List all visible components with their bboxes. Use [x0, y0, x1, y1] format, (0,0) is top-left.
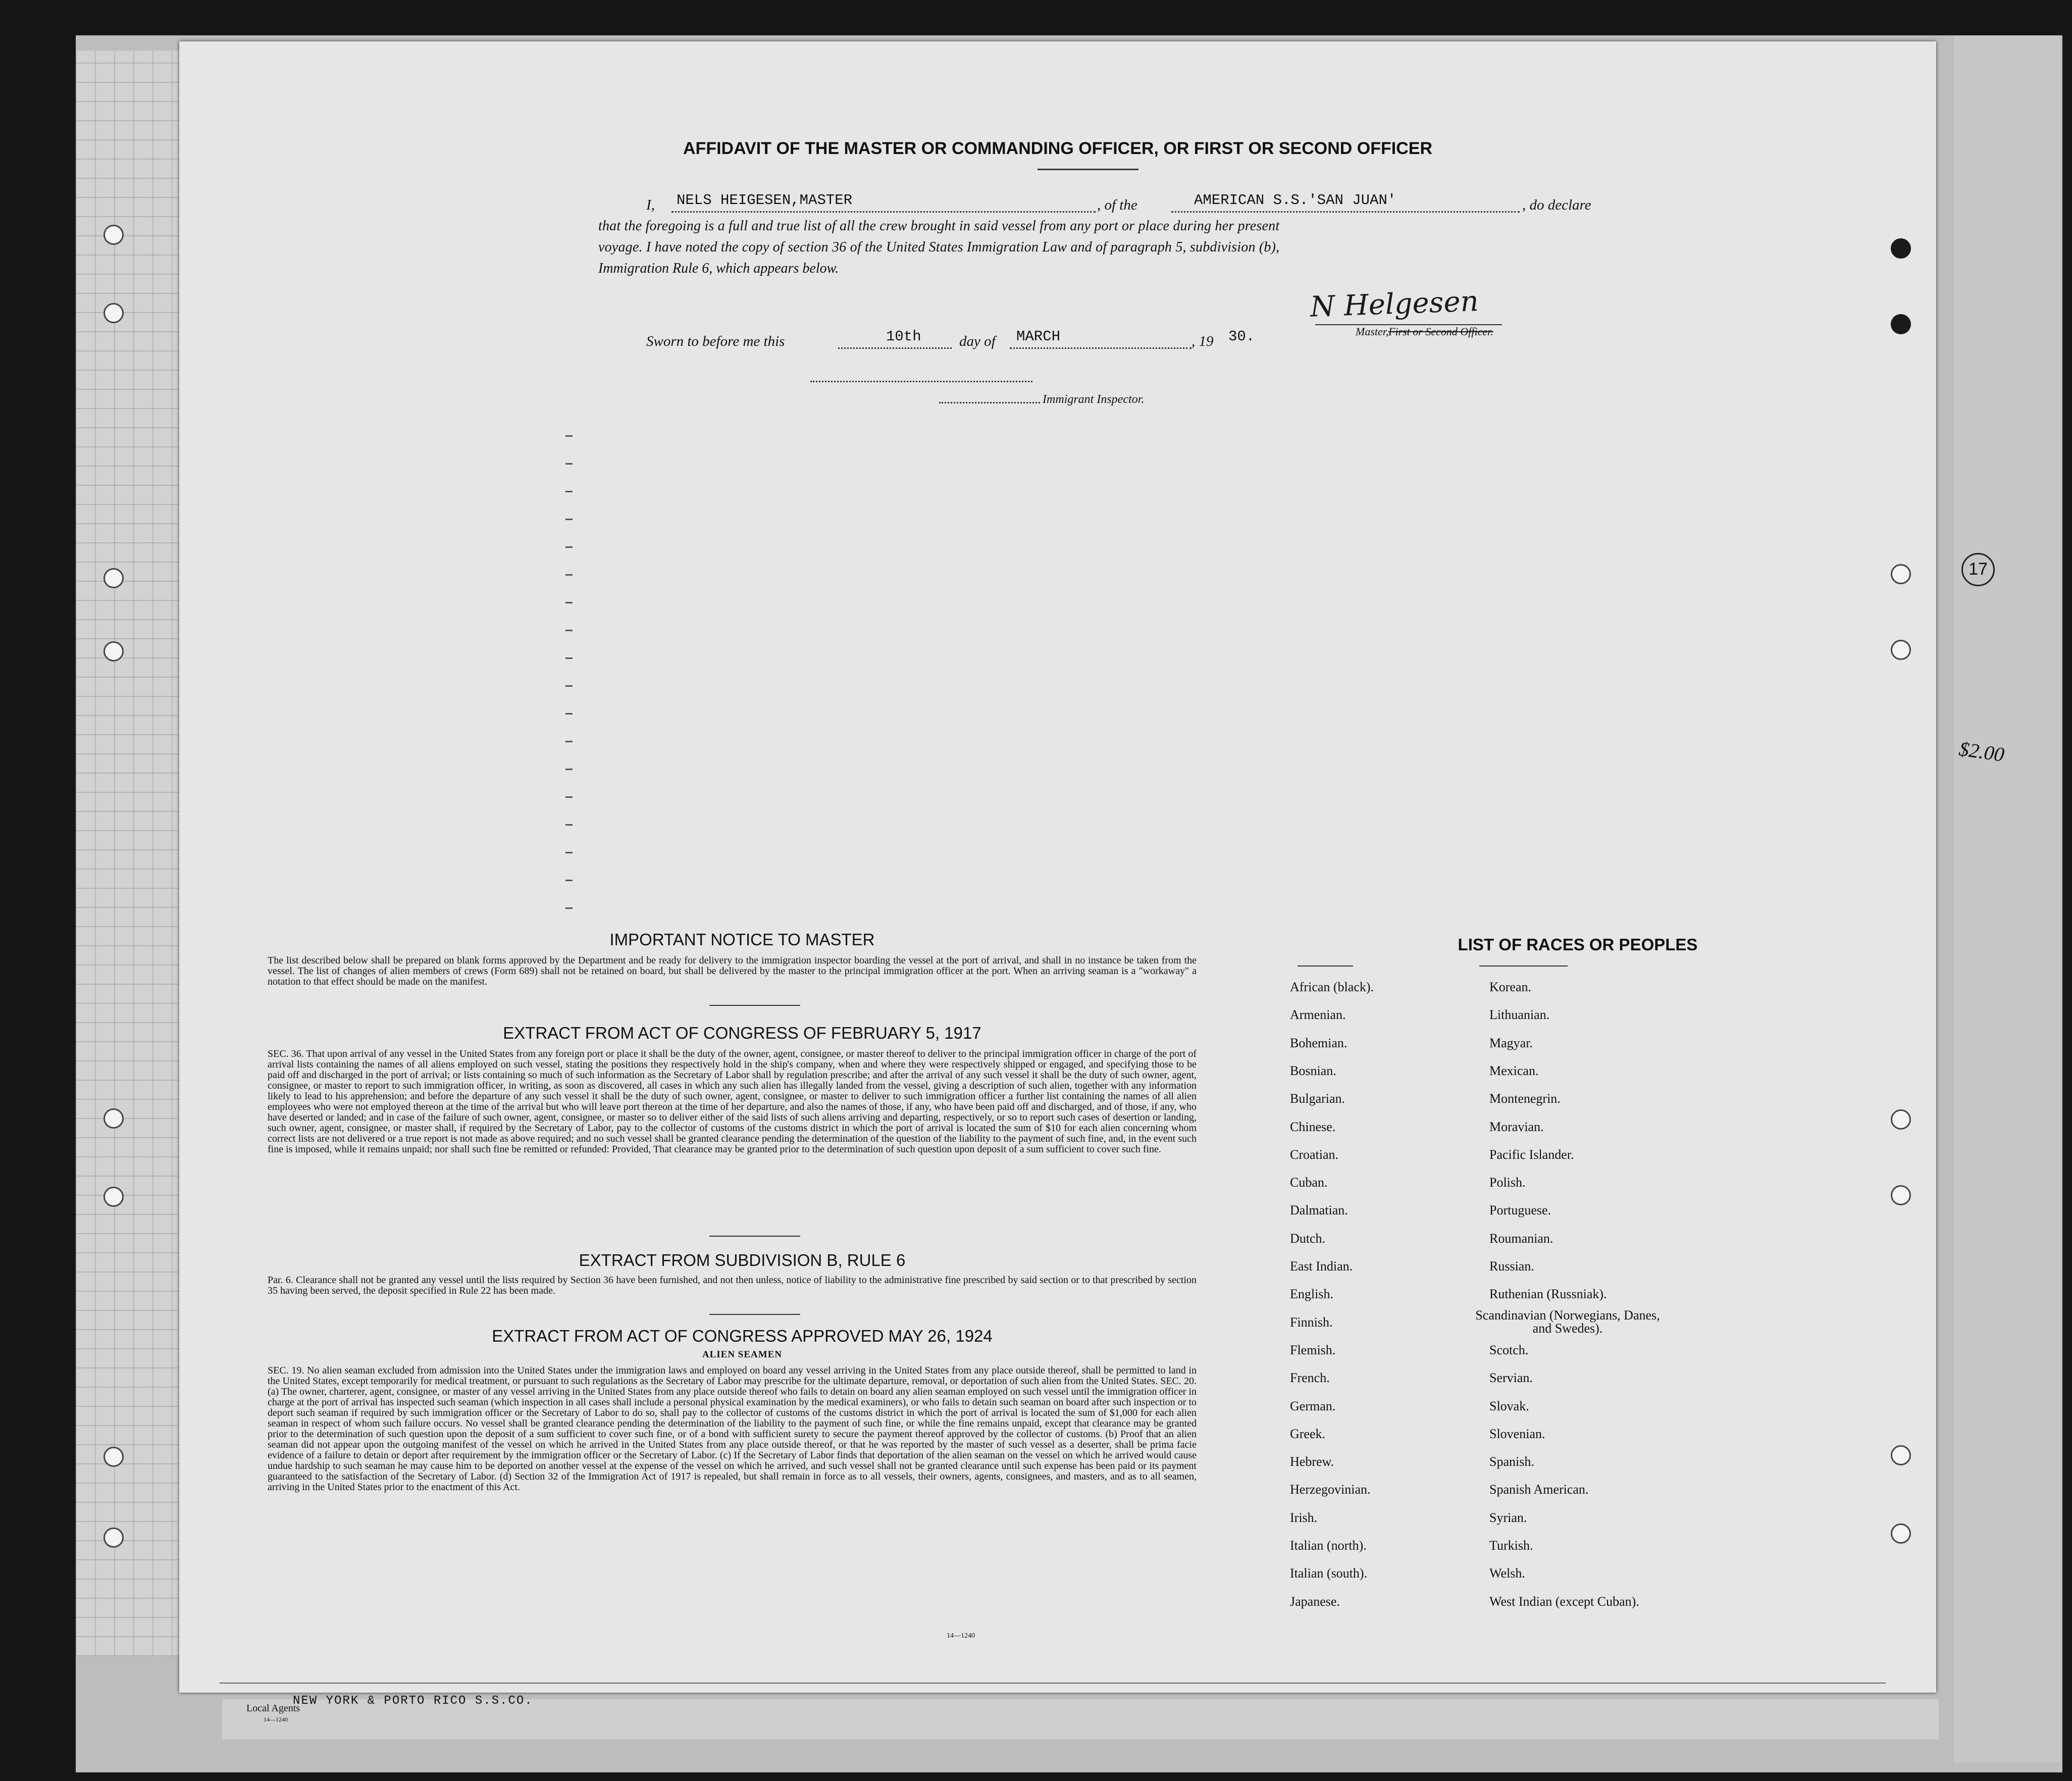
race-item: English. [1290, 1287, 1333, 1302]
affidavit-body-line-1: that the foregoing is a full and true list of all the crew brought in said vessel from any port or place during her present [598, 218, 1280, 234]
race-item: Pacific Islander. [1489, 1147, 1574, 1162]
punch-hole [103, 1447, 124, 1467]
race-item: Greek. [1290, 1426, 1326, 1441]
race-item: Hebrew. [1290, 1454, 1334, 1469]
ledger-tick [565, 824, 573, 826]
race-item: Dalmatian. [1290, 1203, 1348, 1218]
ledger-tick [565, 657, 573, 659]
race-item: Flemish. [1290, 1342, 1336, 1357]
race-item: Polish. [1489, 1175, 1526, 1190]
vessel-line [1171, 211, 1520, 213]
race-item: Japanese. [1290, 1594, 1340, 1609]
punch-hole [1891, 564, 1911, 584]
punch-hole [1891, 1109, 1911, 1130]
race-item: Italian (north). [1290, 1538, 1367, 1553]
ledger-tick [565, 769, 573, 770]
punch-hole [103, 1528, 124, 1548]
race-item: Bosnian. [1290, 1063, 1336, 1078]
local-agents-label: Local Agents [246, 1703, 300, 1714]
year-prefix: , 19 [1192, 333, 1214, 349]
race-item: Slovenian. [1489, 1426, 1545, 1441]
day-of-text: day of [959, 333, 996, 349]
rule-6-rule [709, 1314, 800, 1315]
race-item: Slovak. [1489, 1398, 1529, 1413]
race-item: Lithuanian. [1489, 1007, 1550, 1023]
race-item: East Indian. [1290, 1259, 1353, 1274]
sworn-day-field: 10th [886, 328, 921, 345]
punch-hole [103, 641, 124, 661]
race-item: Moravian. [1489, 1119, 1544, 1134]
extract-1924-form-code: 14—1240 [947, 1632, 975, 1640]
alien-seamen-subheading: ALIEN SEAMEN [702, 1349, 783, 1360]
name-line [671, 211, 1096, 213]
race-item: Servian. [1489, 1370, 1533, 1386]
month-line [1010, 347, 1192, 349]
race-item: Armenian. [1290, 1007, 1346, 1023]
do-declare-text: , do declare [1522, 197, 1591, 213]
punch-hole [1891, 640, 1911, 660]
race-item: West Indian (except Cuban). [1489, 1594, 1639, 1609]
punch-hole [103, 568, 124, 588]
punch-hole [1891, 238, 1911, 259]
race-item: Finnish. [1290, 1314, 1333, 1330]
race-item: Welsh. [1489, 1566, 1525, 1581]
ledger-tick [565, 880, 573, 881]
race-item: Russian. [1489, 1259, 1534, 1274]
ledger-tick [565, 602, 573, 603]
race-item: Chinese. [1290, 1119, 1336, 1134]
races-rule-right [1479, 965, 1568, 966]
master-name-field: NELS HEIGESEN,MASTER [677, 192, 853, 209]
race-item: African (black). [1290, 980, 1374, 994]
underlying-ledger-grid [76, 50, 192, 1656]
underlying-page-right-edge [1954, 35, 2060, 1762]
ledger-tick [565, 546, 573, 548]
race-item: Ruthenian (Russniak). [1489, 1287, 1607, 1302]
extract-1917-rule [709, 1236, 800, 1237]
race-item: Mexican. [1489, 1063, 1539, 1078]
punch-hole [1891, 314, 1911, 334]
sheet-bottom-rule [220, 1683, 1886, 1684]
title-rule [1038, 169, 1138, 170]
ledger-tick [565, 741, 573, 742]
margin-amount: $2.00 [1957, 737, 2006, 767]
notice-text: The list described below shall be prepared on blank forms approved by the Department and be ready for delivery to the immigration inspector boarding the vessel at the port of arrival, and shall in no instance be taken from the vessel. The list of changes of alien members of crews (Form 689) shall not be retained on board, but shall be delivered by the master to the principal immigration officer at the port. When an arriving seaman is a "workaway" a notation to that effect should be made on the manifest. [268, 955, 1197, 987]
race-item: Italian (south). [1290, 1566, 1368, 1581]
affidavit-body-line-2: voyage. I have noted the copy of section 36 of the United States Immigration Law and of paragraph 5, subdivision (b), [598, 239, 1280, 255]
sworn-month-field: MARCH [1016, 328, 1061, 345]
master-signature: N Helgesen [1309, 285, 1479, 324]
affidavit-body-line-3: Immigration Rule 6, which appears below. [598, 261, 839, 276]
notice-heading: IMPORTANT NOTICE TO MASTER [609, 930, 875, 949]
rule-6-heading: EXTRACT FROM SUBDIVISION B, RULE 6 [579, 1251, 906, 1269]
extract-1917-text: SEC. 36. That upon arrival of any vessel in the United States from any foreign port or place it shall be the duty of the owner, agent, consignee, or master thereof to deliver to the principal immigration officer in charge of the port of arrival lists containing the names of all aliens employed on such vessel, stating the positions they respectively hold in the ship's company, when and where they were respectively shipped or engaged, and specifying those to be paid off and discharged in the port of arrival; or lists containing so much of such information as the Secretary of Labor shall by regulation prescribe; and after the arrival of any such vessel it shall be the duty of such owner, agent, consignee, or master to report to such immigration officer, in writing, as soon as discovered, all cases in which any such alien has illegally landed from the vessel, giving a description of such alien, together with any information likely to lead to his apprehension; and before the departure of any such vessel it shall be the duty of such owner, agent, consignee, or master to deliver to such immigration officer a further list containing the names of all alien employees who were not employed thereon at the time of the arrival but who will leave port thereon at the time of her departure, and also the names of those, if any, who have been paid off and discharged, and of those, if any, who have deserted or landed; and in case of the failure of such owner, agent, consignee, or master so to deliver either of the said lists of such aliens arriving and departing, respectively, or so to report such cases of desertion or landing, such owner, agent, consignee, or master shall, if required by the Secretary of Labor, pay to the collector of customs of the customs district in which the port of arrival is located the sum of $10 for each alien concerning whom correct lists are not delivered or a true report is not made as above required; and no such vessel shall be granted clearance pending the determination of the question of the liability to the payment of such fine, and, in the event such fine is imposed, while it remains unpaid; nor shall such fine be remitted or refunded: Provided, That clearance may be granted prior to the determination of such question upon deposit of a sum sufficient to cover such fine. [268, 1048, 1197, 1155]
inspector-line [810, 381, 1032, 382]
ledger-tick [565, 519, 573, 520]
ledger-tick [565, 463, 573, 465]
ledger-tick [565, 713, 573, 715]
race-item: Scotch. [1489, 1342, 1529, 1357]
race-item: Turkish. [1489, 1538, 1533, 1553]
sworn-year-field: 30. [1228, 328, 1255, 345]
race-item: Cuban. [1290, 1175, 1328, 1190]
race-item: French. [1290, 1370, 1330, 1386]
races-rule-left [1298, 965, 1353, 966]
race-item: Korean. [1489, 980, 1532, 994]
punch-hole [103, 303, 124, 323]
race-item: Roumanian. [1489, 1231, 1553, 1246]
races-heading: LIST OF RACES OR PEOPLES [1458, 935, 1698, 954]
race-item: Montenegrin. [1489, 1091, 1561, 1106]
affidavit-sheet [179, 41, 1936, 1693]
race-item: Magyar. [1489, 1035, 1533, 1050]
inspector-caption: Immigrant Inspector. [1043, 393, 1145, 406]
affidavit-title: AFFIDAVIT OF THE MASTER OR COMMANDING OFFICER, OR FIRST OR SECOND OFFICER [683, 139, 1432, 158]
race-item: Bohemian. [1290, 1035, 1348, 1050]
race-item: German. [1290, 1398, 1336, 1413]
extract-1924-heading: EXTRACT FROM ACT OF CONGRESS APPROVED MAY 26, 1924 [492, 1327, 993, 1345]
race-item: Dutch. [1290, 1231, 1326, 1246]
margin-circled-number: 17 [1961, 553, 1995, 586]
signature-caption-master: Master, [1356, 325, 1389, 338]
race-item: Portuguese. [1489, 1203, 1551, 1218]
notice-rule [709, 1005, 800, 1006]
rule-6-text: Par. 6. Clearance shall not be granted any vessel until the lists required by Section 36 have been furnished, and not then unless, notice of liability to the administrative fine prescribed by said section or to that prescribed by section 35 having been served, the deposit specified in Rule 22 has been made. [268, 1275, 1197, 1296]
ledger-tick [565, 574, 573, 576]
ledger-tick [565, 630, 573, 631]
ledger-tick [565, 685, 573, 687]
ledger-tick [565, 852, 573, 853]
day-line [838, 347, 952, 349]
local-agents-value: NEW YORK & PORTO RICO S.S.CO. [293, 1694, 533, 1708]
affidavit-pronoun: I, [646, 197, 655, 213]
punch-hole [103, 225, 124, 245]
signature-caption-struck: First or Second Officer. [1388, 325, 1493, 338]
ledger-tick [565, 796, 573, 798]
punch-hole [1891, 1185, 1911, 1205]
ledger-tick [565, 491, 573, 492]
punch-hole [1891, 1445, 1911, 1465]
race-item: Spanish American. [1489, 1482, 1589, 1497]
punch-hole [1891, 1523, 1911, 1544]
punch-hole [103, 1187, 124, 1207]
race-item: Irish. [1290, 1510, 1318, 1525]
sworn-prefix: Sworn to before me this [646, 333, 785, 349]
inspector-line-short [939, 402, 1040, 403]
race-item: Scandinavian (Norwegians, Danes, and Swedes). [1475, 1307, 1660, 1336]
vessel-name-field: AMERICAN S.S.'SAN JUAN' [1194, 192, 1396, 209]
race-item: Bulgarian. [1290, 1091, 1345, 1106]
punch-hole [103, 1108, 124, 1129]
extract-1917-heading: EXTRACT FROM ACT OF CONGRESS OF FEBRUARY 5, 1917 [503, 1024, 981, 1042]
footer-form-code: 14—1240 [264, 1716, 288, 1723]
race-item: Croatian. [1290, 1147, 1339, 1162]
race-item: Spanish. [1489, 1454, 1534, 1469]
extract-1924-text: SEC. 19. No alien seaman excluded from admission into the United States under the immigration laws and employed on board any vessel arriving in the United States from any place outside thereof, shall be permitted to land in the United States, except temporarily for medical treatment, or pursuant to such regulations as the Secretary of Labor may prescribe for the ultimate departure, removal, or deportation of such alien from the United States. SEC. 20. (a) The owner, charterer, agent, consignee, or master of any vessel arriving in the United States from any place outside thereof who fails to detain on board any alien seaman employed on such vessel until the immigration officer in charge at the port of arrival has inspected such seaman (which inspection in all cases shall include a personal physical examination by the medical examiners), or who fails to detain such seaman on board after such inspection or to deport such seaman if required by such immigration officer or the Secretary of Labor to do so, shall pay to the collector of customs of the customs district in which the port of arrival is located the sum of $1,000 for each alien seaman in respect of whom such failure occurs. No vessel shall be granted clearance pending the determination of the liability to the payment of such fine, or while the fine remains unpaid, except that clearance may be granted prior to the determination of such question upon the deposit of a sum sufficient to cover such fine, or of a bond with sufficient surety to secure the payment thereof approved by the collector of customs. (b) Proof that an alien seaman did not appear upon the outgoing manifest of the vessel on which he arrived in the United States from any place outside thereof, or that he was reported by the master of such vessel as a deserter, shall be prima facie evidence of a failure to detain or deport after requirement by the immigration officer or the Secretary of Labor. (c) If the Secretary of Labor finds that deportation of the alien seaman on the vessel on which he arrived would cause undue hardship to such seaman he may cause him to be deported on another vessel at the expense of the vessel on which he arrived, and such vessel shall not be granted clearance until such expense has been paid or its payment guaranteed to the satisfaction of the Secretary of Labor. (d) Section 32 of the Immigration Act of 1917 is repealed, but shall remain in force as to all vessels, their owners, agents, consignees, and masters, and as to all seamen, arriving in the United States prior to the enactment of this Act. [268, 1365, 1197, 1493]
race-item: Herzegovinian. [1290, 1482, 1371, 1497]
ledger-tick [565, 435, 573, 437]
ledger-tick [565, 907, 573, 909]
of-the-text: , of the [1097, 197, 1137, 213]
race-item: Syrian. [1489, 1510, 1527, 1525]
